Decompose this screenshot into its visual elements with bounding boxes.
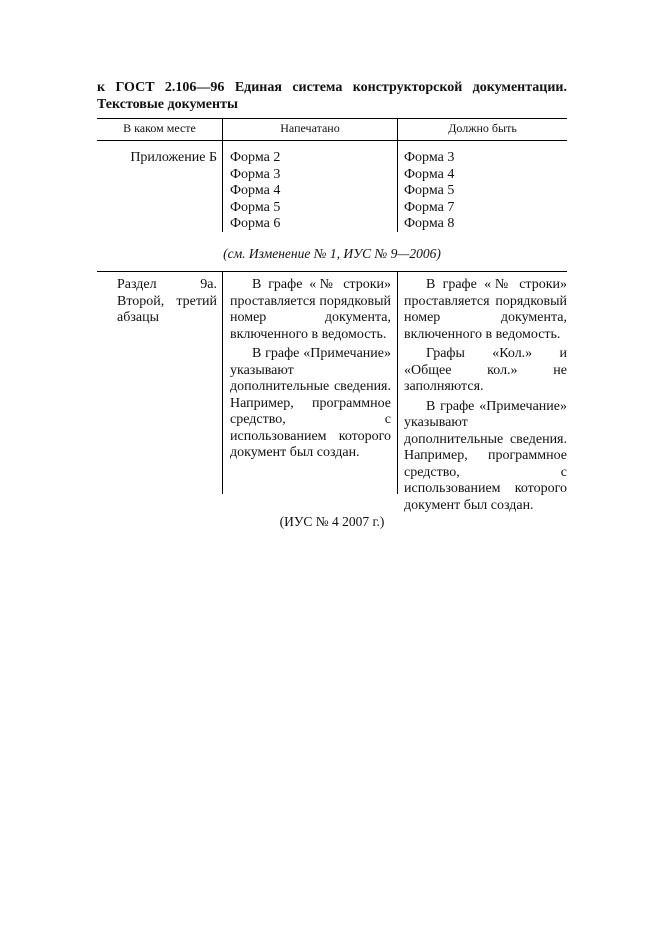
list-item: Форма 5 [230,199,281,215]
list-item: Форма 2 [230,150,281,165]
list-item: Форма 3 [404,150,455,165]
column-header-should-be: Должно быть [448,121,517,135]
column-header-printed: Напечатано [280,121,340,135]
list-item: Форма 5 [404,183,455,198]
list-item: Форма 4 [404,166,455,182]
table-top-rule [97,118,567,119]
column-header-place: В каком месте [123,121,196,135]
amendment-note: (см. Изменение № 1, ИУС № 9—2006) [223,246,441,261]
table-header-rule [97,140,567,141]
row2-column-divider-2 [397,271,398,494]
row2-printed [230,277,391,462]
row2-printed-paragraph-2: В графе «Примечание» указывают дополнительные сведения. Например, программное средство, с использованием которого документ был создан. [230,346,391,460]
row2-top-rule [97,271,567,272]
list-item: Форма 4 [230,183,281,198]
row2-should-be [404,277,567,514]
row2-column-divider-1 [222,271,223,494]
row2-place [117,277,217,327]
row2-place-text: Раздел 9а. Второй, третий абзацы [117,277,217,325]
row1-should-be-list [404,150,564,233]
row2-should-be-paragraph-1: В графе «№ строки» проставляется порядковый номер документа, включенного в ведомость. [404,277,567,342]
list-item: Форма 8 [404,216,455,231]
footer-note: (ИУС № 4 2007 г.) [279,514,385,529]
list-item: Форма 3 [230,166,281,182]
list-item: Форма 6 [230,216,281,231]
row1-printed-list [230,150,390,233]
row2-should-be-paragraph-2: Графы «Кол.» и «Общее кол.» не заполняются. [404,346,567,394]
row2-printed-paragraph-1: В графе «№ строки» проставляется порядковый номер документа, включенного в ведомость. [230,277,391,342]
row1-place: Приложение Б [130,150,217,165]
document-title: к ГОСТ 2.106—96 Единая система конструкторской документации. Текстовые документы [97,80,567,112]
row2-should-be-paragraph-3: В графе «Примечание» указывают дополнительные сведения. Например, программное средство, с использованием которого документ был создан. [404,398,567,513]
list-item: Форма 7 [404,199,455,215]
